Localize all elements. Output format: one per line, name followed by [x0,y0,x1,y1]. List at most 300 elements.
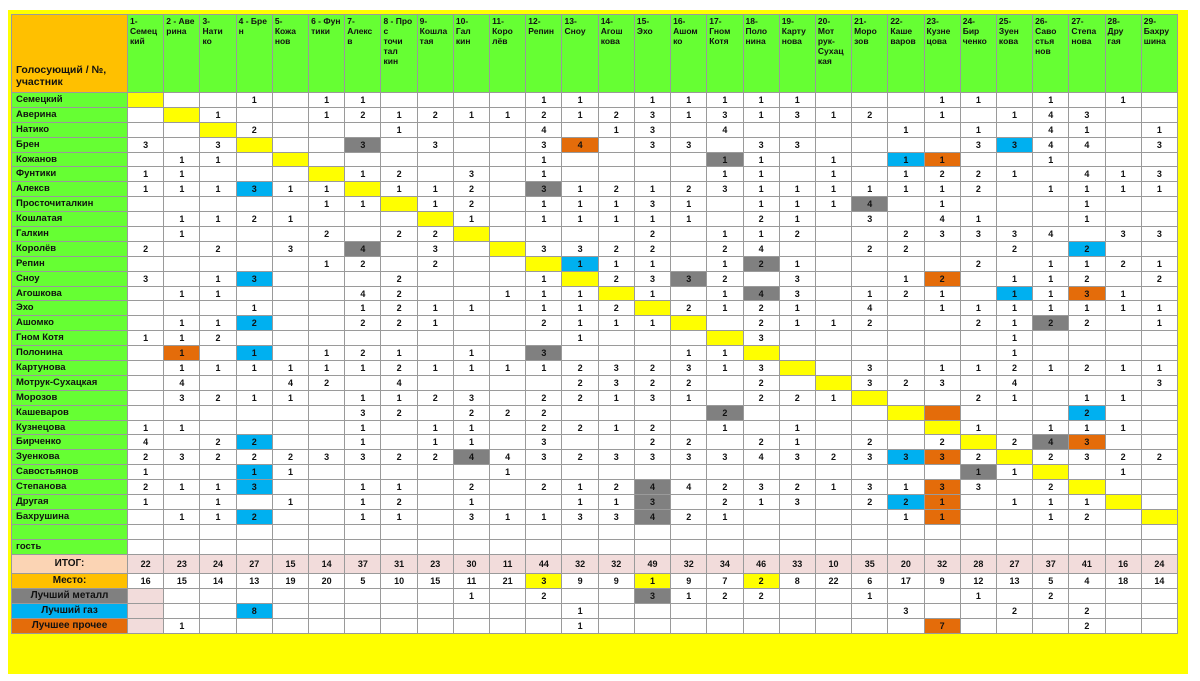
score-cell[interactable]: 2 [888,286,924,301]
score-cell[interactable] [453,122,489,137]
score-cell[interactable]: 2 [345,346,381,361]
score-cell[interactable]: 1 [200,152,236,167]
score-cell[interactable]: 3 [634,137,670,152]
score-cell[interactable]: 3 [598,375,634,390]
score-cell[interactable]: 2 [852,241,888,256]
score-cell[interactable] [200,465,236,480]
score-cell[interactable] [634,301,670,316]
score-cell[interactable]: 1 [272,361,308,376]
score-cell[interactable]: 4 [272,375,308,390]
score-cell[interactable]: 1 [417,316,453,331]
score-cell[interactable]: 1 [200,286,236,301]
score-cell[interactable]: 1 [490,465,526,480]
score-cell[interactable]: 3 [634,495,670,510]
score-cell[interactable]: 1 [1141,316,1177,331]
score-cell[interactable] [562,122,598,137]
score-cell[interactable] [996,122,1032,137]
score-cell[interactable]: 2 [1033,316,1069,331]
score-cell[interactable]: 1 [888,167,924,182]
score-cell[interactable] [779,524,815,539]
score-cell[interactable] [128,197,164,212]
score-cell[interactable] [815,331,851,346]
score-cell[interactable]: 4 [345,241,381,256]
score-cell[interactable] [960,375,996,390]
score-cell[interactable]: 1 [236,93,272,108]
score-cell[interactable] [852,152,888,167]
score-cell[interactable] [960,152,996,167]
score-cell[interactable] [707,331,743,346]
score-cell[interactable] [128,122,164,137]
score-cell[interactable] [598,405,634,420]
column-header[interactable] [381,15,417,93]
score-cell[interactable] [888,390,924,405]
score-cell[interactable]: 2 [381,405,417,420]
score-cell[interactable]: 1 [996,271,1032,286]
score-cell[interactable]: 1 [1033,93,1069,108]
score-cell[interactable]: 1 [960,93,996,108]
score-cell[interactable] [996,524,1032,539]
score-cell[interactable]: 3 [996,227,1032,242]
score-cell[interactable]: 2 [779,390,815,405]
score-cell[interactable] [128,346,164,361]
score-cell[interactable]: 1 [707,256,743,271]
score-cell[interactable]: 1 [779,316,815,331]
score-cell[interactable]: 3 [634,197,670,212]
score-cell[interactable] [562,271,598,286]
score-cell[interactable] [490,524,526,539]
score-cell[interactable]: 1 [345,93,381,108]
score-cell[interactable]: 2 [779,480,815,495]
score-cell[interactable]: 2 [743,256,779,271]
score-cell[interactable]: 1 [562,316,598,331]
score-cell[interactable] [490,122,526,137]
score-cell[interactable]: 1 [526,167,562,182]
score-cell[interactable]: 2 [128,480,164,495]
score-cell[interactable] [1105,152,1141,167]
score-cell[interactable] [128,539,164,554]
score-cell[interactable]: 1 [888,509,924,524]
score-cell[interactable]: 2 [598,271,634,286]
score-cell[interactable]: 4 [634,480,670,495]
score-cell[interactable] [996,152,1032,167]
score-cell[interactable]: 1 [164,331,200,346]
score-cell[interactable]: 2 [417,450,453,465]
score-cell[interactable]: 1 [1141,301,1177,316]
score-cell[interactable]: 2 [236,450,272,465]
score-cell[interactable]: 2 [128,241,164,256]
score-cell[interactable]: 2 [634,227,670,242]
score-cell[interactable] [272,152,308,167]
score-cell[interactable] [707,197,743,212]
score-cell[interactable]: 3 [924,375,960,390]
score-cell[interactable]: 2 [381,301,417,316]
score-cell[interactable]: 4 [526,122,562,137]
score-cell[interactable]: 2 [562,361,598,376]
score-cell[interactable] [309,152,345,167]
score-cell[interactable]: 2 [562,390,598,405]
score-cell[interactable] [236,524,272,539]
score-cell[interactable]: 1 [309,93,345,108]
score-cell[interactable]: 4 [1033,122,1069,137]
score-cell[interactable] [815,256,851,271]
score-cell[interactable] [309,435,345,450]
score-cell[interactable]: 2 [381,227,417,242]
score-cell[interactable]: 1 [924,495,960,510]
score-cell[interactable]: 1 [417,361,453,376]
score-cell[interactable] [924,405,960,420]
score-cell[interactable]: 3 [852,480,888,495]
score-cell[interactable] [671,420,707,435]
score-cell[interactable]: 1 [417,197,453,212]
score-cell[interactable]: 1 [490,286,526,301]
score-cell[interactable] [490,331,526,346]
score-cell[interactable] [743,346,779,361]
score-cell[interactable] [164,301,200,316]
score-cell[interactable]: 4 [743,450,779,465]
score-cell[interactable] [960,524,996,539]
score-cell[interactable]: 2 [852,495,888,510]
score-cell[interactable]: 4 [1033,137,1069,152]
score-cell[interactable]: 1 [779,435,815,450]
score-cell[interactable]: 1 [671,197,707,212]
score-cell[interactable]: 1 [743,93,779,108]
score-cell[interactable]: 3 [924,450,960,465]
score-cell[interactable]: 1 [996,331,1032,346]
score-cell[interactable] [1033,465,1069,480]
score-cell[interactable]: 1 [490,361,526,376]
score-cell[interactable]: 1 [671,107,707,122]
score-cell[interactable]: 1 [996,107,1032,122]
score-cell[interactable] [671,316,707,331]
score-cell[interactable]: 3 [634,122,670,137]
score-cell[interactable] [490,316,526,331]
score-cell[interactable] [671,286,707,301]
score-cell[interactable]: 2 [634,420,670,435]
score-cell[interactable]: 1 [924,509,960,524]
score-cell[interactable] [200,301,236,316]
score-cell[interactable]: 2 [1141,271,1177,286]
score-cell[interactable] [490,271,526,286]
score-cell[interactable] [960,331,996,346]
score-cell[interactable] [671,167,707,182]
score-cell[interactable]: 2 [671,435,707,450]
column-header[interactable] [417,15,453,93]
score-cell[interactable] [417,167,453,182]
score-cell[interactable] [309,480,345,495]
score-cell[interactable] [924,241,960,256]
score-cell[interactable]: 1 [526,152,562,167]
score-cell[interactable]: 1 [1033,286,1069,301]
score-cell[interactable] [634,465,670,480]
column-header[interactable] [598,15,634,93]
score-cell[interactable] [236,137,272,152]
score-cell[interactable]: 2 [743,316,779,331]
score-cell[interactable]: 1 [634,212,670,227]
score-cell[interactable] [671,495,707,510]
column-header[interactable] [128,15,164,93]
score-cell[interactable]: 1 [743,167,779,182]
score-cell[interactable]: 2 [960,390,996,405]
score-cell[interactable] [779,167,815,182]
score-cell[interactable] [128,93,164,108]
score-cell[interactable]: 1 [1033,182,1069,197]
score-cell[interactable]: 2 [852,316,888,331]
score-cell[interactable] [1069,524,1105,539]
score-cell[interactable]: 2 [381,167,417,182]
score-cell[interactable] [1141,435,1177,450]
score-cell[interactable]: 2 [634,435,670,450]
score-cell[interactable]: 2 [562,450,598,465]
score-cell[interactable] [1141,212,1177,227]
score-cell[interactable] [236,107,272,122]
score-cell[interactable] [924,137,960,152]
score-cell[interactable]: 1 [707,301,743,316]
score-cell[interactable]: 1 [671,390,707,405]
score-cell[interactable] [164,539,200,554]
score-cell[interactable]: 3 [960,227,996,242]
score-cell[interactable] [671,241,707,256]
score-cell[interactable]: 1 [779,420,815,435]
score-cell[interactable] [417,405,453,420]
score-cell[interactable] [888,539,924,554]
score-cell[interactable]: 1 [381,107,417,122]
column-header[interactable] [1105,15,1141,93]
score-cell[interactable]: 1 [671,93,707,108]
score-cell[interactable]: 1 [562,495,598,510]
score-cell[interactable] [1033,539,1069,554]
score-cell[interactable] [309,241,345,256]
score-cell[interactable]: 1 [309,107,345,122]
score-cell[interactable]: 1 [164,152,200,167]
score-cell[interactable]: 1 [562,93,598,108]
score-cell[interactable]: 4 [345,286,381,301]
score-cell[interactable] [815,539,851,554]
score-cell[interactable] [417,271,453,286]
column-header[interactable] [345,15,381,93]
score-cell[interactable] [526,465,562,480]
score-cell[interactable] [490,301,526,316]
score-cell[interactable] [309,390,345,405]
score-cell[interactable]: 1 [164,182,200,197]
score-cell[interactable] [996,509,1032,524]
score-cell[interactable]: 2 [598,241,634,256]
score-cell[interactable] [417,465,453,480]
score-cell[interactable] [309,316,345,331]
score-cell[interactable]: 1 [309,182,345,197]
score-cell[interactable]: 4 [1033,435,1069,450]
score-cell[interactable]: 3 [309,450,345,465]
score-cell[interactable] [345,182,381,197]
score-cell[interactable] [236,405,272,420]
score-cell[interactable] [272,539,308,554]
score-cell[interactable] [490,212,526,227]
score-cell[interactable]: 1 [164,286,200,301]
score-cell[interactable] [200,346,236,361]
score-cell[interactable] [562,539,598,554]
score-cell[interactable]: 3 [634,390,670,405]
score-cell[interactable]: 4 [707,122,743,137]
score-cell[interactable] [164,197,200,212]
score-cell[interactable]: 3 [598,509,634,524]
score-cell[interactable] [526,495,562,510]
score-cell[interactable] [526,539,562,554]
score-cell[interactable] [562,435,598,450]
score-cell[interactable] [128,212,164,227]
score-cell[interactable]: 1 [200,495,236,510]
score-cell[interactable]: 1 [1105,390,1141,405]
score-cell[interactable]: 1 [743,495,779,510]
score-cell[interactable] [815,405,851,420]
score-cell[interactable] [1105,495,1141,510]
score-cell[interactable]: 1 [200,182,236,197]
score-cell[interactable] [164,495,200,510]
score-cell[interactable]: 3 [634,450,670,465]
score-cell[interactable] [1141,524,1177,539]
score-cell[interactable]: 2 [743,390,779,405]
score-cell[interactable]: 1 [634,256,670,271]
score-cell[interactable] [200,256,236,271]
score-cell[interactable] [1141,390,1177,405]
score-cell[interactable] [128,361,164,376]
score-cell[interactable]: 4 [743,241,779,256]
score-cell[interactable]: 2 [417,107,453,122]
score-cell[interactable]: 1 [345,495,381,510]
score-cell[interactable]: 2 [996,361,1032,376]
score-cell[interactable] [1141,509,1177,524]
score-cell[interactable]: 1 [309,361,345,376]
score-cell[interactable]: 3 [743,137,779,152]
score-cell[interactable] [924,346,960,361]
score-cell[interactable] [309,509,345,524]
score-cell[interactable] [707,316,743,331]
score-cell[interactable]: 1 [309,256,345,271]
score-cell[interactable]: 2 [779,227,815,242]
score-cell[interactable]: 1 [634,316,670,331]
score-cell[interactable] [309,122,345,137]
score-cell[interactable]: 3 [345,450,381,465]
score-cell[interactable]: 2 [272,450,308,465]
column-header[interactable] [200,15,236,93]
score-cell[interactable] [852,93,888,108]
score-cell[interactable]: 2 [381,271,417,286]
score-cell[interactable] [164,241,200,256]
score-cell[interactable]: 3 [453,390,489,405]
score-cell[interactable] [743,122,779,137]
score-cell[interactable]: 3 [924,480,960,495]
column-header[interactable] [924,15,960,93]
score-cell[interactable] [526,256,562,271]
score-cell[interactable] [128,524,164,539]
score-cell[interactable] [1105,197,1141,212]
score-cell[interactable] [598,137,634,152]
score-cell[interactable]: 3 [707,182,743,197]
score-cell[interactable]: 1 [924,286,960,301]
score-cell[interactable] [598,93,634,108]
score-cell[interactable]: 1 [634,93,670,108]
score-cell[interactable]: 2 [743,435,779,450]
score-cell[interactable]: 1 [128,182,164,197]
score-cell[interactable] [345,227,381,242]
score-cell[interactable]: 1 [996,286,1032,301]
score-cell[interactable]: 1 [996,316,1032,331]
score-cell[interactable]: 1 [453,301,489,316]
score-cell[interactable]: 1 [453,361,489,376]
score-cell[interactable]: 3 [236,480,272,495]
score-cell[interactable]: 1 [526,212,562,227]
score-cell[interactable] [1069,539,1105,554]
score-cell[interactable] [453,137,489,152]
score-cell[interactable] [128,227,164,242]
score-cell[interactable] [128,509,164,524]
score-cell[interactable]: 1 [272,465,308,480]
score-cell[interactable]: 1 [888,182,924,197]
score-cell[interactable] [562,346,598,361]
score-cell[interactable]: 1 [1105,465,1141,480]
score-cell[interactable] [309,301,345,316]
score-cell[interactable]: 1 [996,167,1032,182]
score-cell[interactable]: 1 [707,152,743,167]
score-cell[interactable]: 1 [707,361,743,376]
score-cell[interactable] [671,539,707,554]
score-cell[interactable] [996,93,1032,108]
score-cell[interactable] [490,93,526,108]
score-cell[interactable] [128,286,164,301]
score-cell[interactable] [815,241,851,256]
score-cell[interactable]: 2 [707,271,743,286]
score-cell[interactable]: 3 [128,271,164,286]
score-cell[interactable] [417,524,453,539]
score-cell[interactable] [309,524,345,539]
score-cell[interactable]: 2 [888,241,924,256]
score-cell[interactable] [309,331,345,346]
score-cell[interactable]: 3 [164,390,200,405]
score-cell[interactable] [164,405,200,420]
score-cell[interactable]: 1 [779,301,815,316]
score-cell[interactable]: 2 [345,107,381,122]
score-cell[interactable] [671,331,707,346]
score-cell[interactable] [888,331,924,346]
score-cell[interactable] [960,346,996,361]
score-cell[interactable] [743,524,779,539]
score-cell[interactable]: 1 [598,122,634,137]
score-cell[interactable]: 1 [526,509,562,524]
score-cell[interactable]: 4 [1069,167,1105,182]
score-cell[interactable]: 1 [815,182,851,197]
score-cell[interactable]: 1 [996,346,1032,361]
score-cell[interactable]: 1 [815,316,851,331]
score-cell[interactable]: 1 [1141,182,1177,197]
score-cell[interactable] [852,122,888,137]
score-cell[interactable]: 2 [852,107,888,122]
score-cell[interactable] [1105,137,1141,152]
score-cell[interactable] [815,509,851,524]
score-cell[interactable] [164,271,200,286]
column-header[interactable] [743,15,779,93]
score-cell[interactable]: 1 [815,197,851,212]
score-cell[interactable] [924,390,960,405]
score-cell[interactable] [598,152,634,167]
score-cell[interactable] [598,346,634,361]
score-cell[interactable] [779,465,815,480]
score-cell[interactable] [490,435,526,450]
score-cell[interactable]: 2 [1069,316,1105,331]
score-cell[interactable] [417,122,453,137]
score-cell[interactable] [960,107,996,122]
score-cell[interactable] [272,227,308,242]
score-cell[interactable]: 1 [707,227,743,242]
score-cell[interactable]: 3 [598,361,634,376]
score-cell[interactable]: 2 [1105,450,1141,465]
